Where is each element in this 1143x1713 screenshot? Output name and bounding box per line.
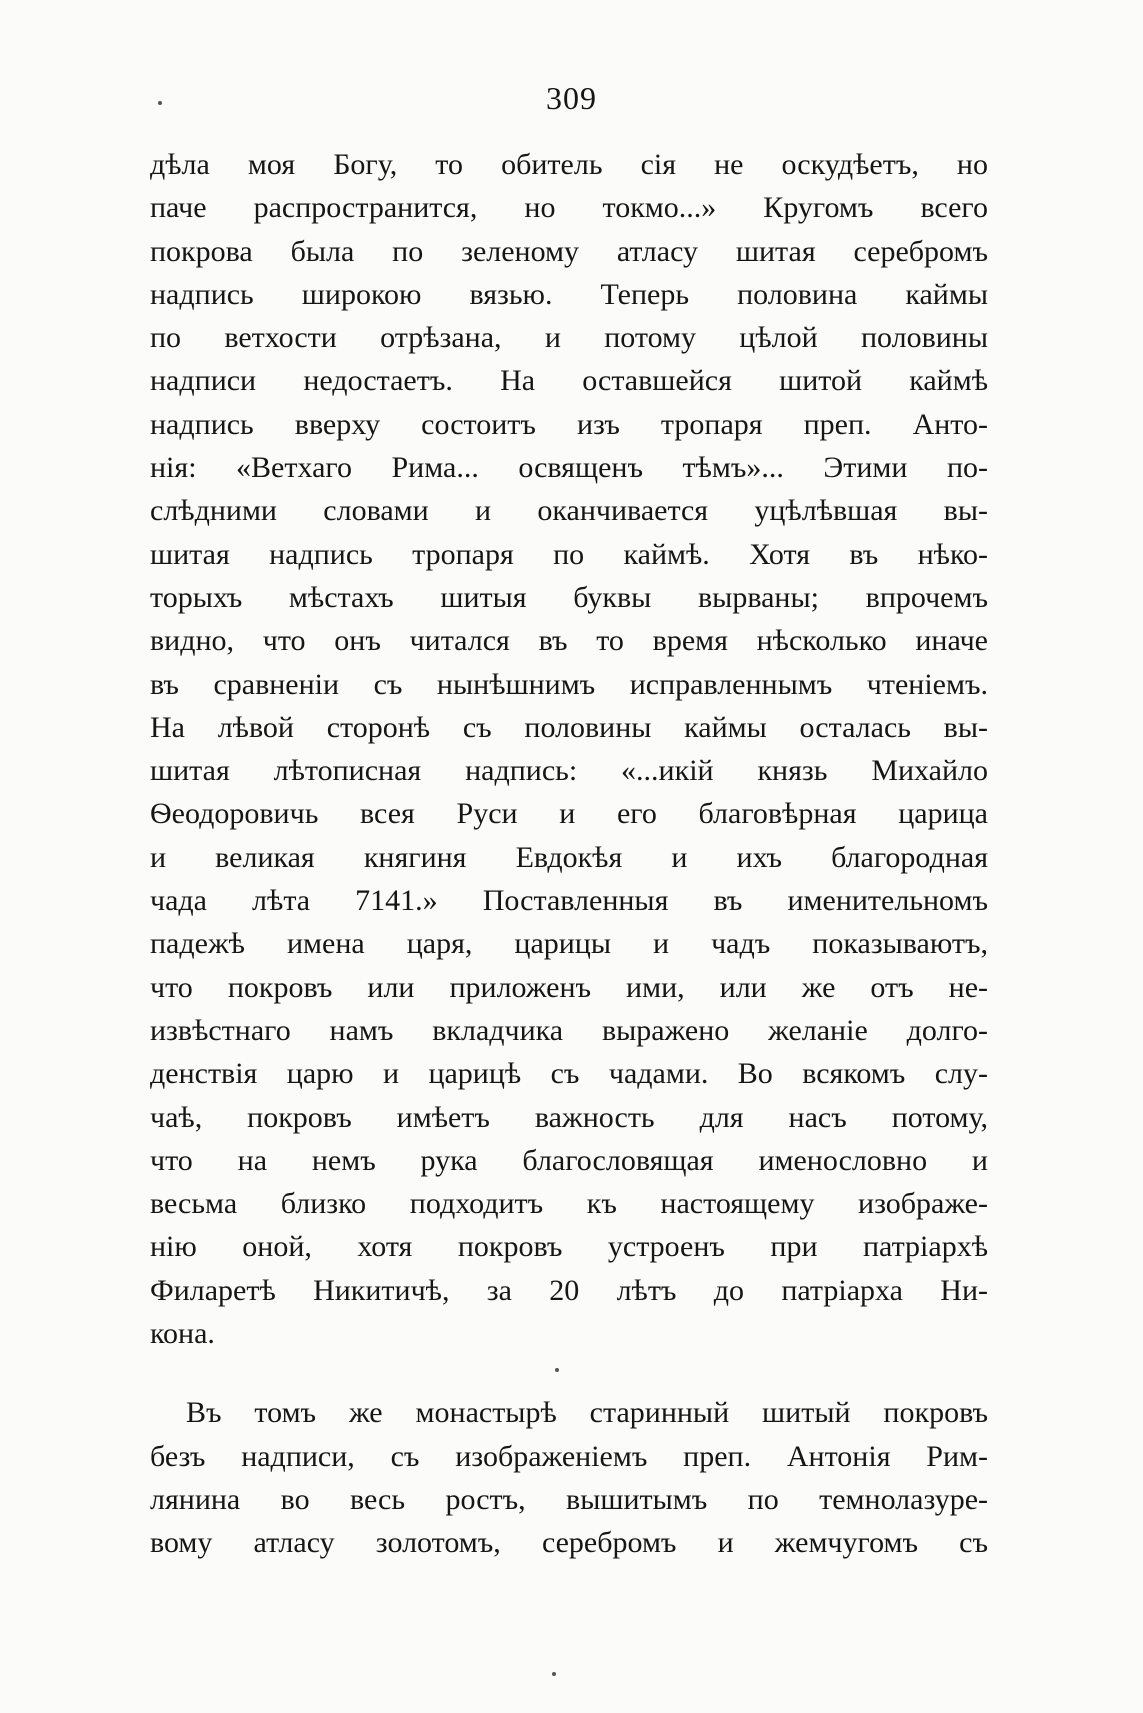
text-line: и великая княгиня Евдокѣя и ихъ благородная — [150, 840, 988, 874]
text-line: безъ надписи, съ изображеніемъ преп. Антонія Рим- — [150, 1439, 988, 1473]
text-line: шитая лѣтописная надпись: «...икій князь Михайло — [150, 754, 988, 788]
text-line: Филаретѣ Никитичѣ, за 20 лѣтъ до патріарха Ни- — [150, 1273, 988, 1307]
text-line: надпись вверху состоитъ изъ тропаря преп. Анто- — [150, 407, 988, 441]
paragraph-gap — [150, 1355, 988, 1391]
text-line: чада лѣта 7141.» Поставленныя въ именительномъ — [150, 884, 988, 918]
text-line: нію оной, хотя покровъ устроенъ при патріархѣ — [150, 1230, 988, 1264]
text-line: весьма близко подходитъ къ настоящему изображе- — [150, 1187, 988, 1221]
speck-mark — [158, 101, 162, 105]
text-line: На лѣвой сторонѣ съ половины каймы осталась вы- — [150, 710, 988, 744]
text-line: покрова была по зеленому атласу шитая серебромъ — [150, 234, 988, 268]
text-line: кона. — [150, 1317, 215, 1351]
text-line: Въ томъ же монастырѣ старинный шитый покровъ — [186, 1396, 988, 1430]
text-line: что на немъ рука благословящая именословно и — [150, 1143, 988, 1177]
text-line: паче распространится, но токмо...» Кругомъ всего — [150, 191, 988, 225]
text-line: нія: «Ветхаго Рима... освященъ тѣмъ»... Этими по- — [150, 451, 988, 485]
text-line: дѣла моя Богу, то обитель сія не оскудѣетъ, но — [150, 148, 988, 181]
text-line: вому атласу золотомъ, серебромъ и жемчугомъ съ — [150, 1526, 988, 1560]
text-line: извѣстнаго намъ вкладчика выражено желаніе долго- — [150, 1013, 988, 1047]
speck-mark — [555, 1368, 559, 1372]
text-line: чаѣ, покровъ имѣетъ важность для насъ потому, — [150, 1100, 988, 1134]
text-line: что покровъ или приложенъ ими, или же отъ не- — [150, 970, 988, 1004]
text-line: падежѣ имена царя, царицы и чадъ показываютъ, — [150, 927, 988, 961]
text-line: денствія царю и царицѣ съ чадами. Во всякомъ слу- — [150, 1057, 988, 1091]
text-line: лянина во весь ростъ, вышитымъ по темнолазуре- — [150, 1482, 988, 1516]
speck-mark — [552, 1672, 556, 1676]
paragraph-2 — [150, 1391, 988, 1564]
text-line: видно, что онъ читался въ то время нѣсколько иначе — [150, 624, 988, 658]
text-line: въ сравненіи съ нынѣшнимъ исправленнымъ чтеніемъ. — [150, 667, 988, 701]
page-text — [150, 143, 988, 1565]
text-line: по ветхости отрѣзана, и потому цѣлой половины — [150, 321, 988, 355]
text-line: шитая надпись тропаря по каймѣ. Хотя въ нѣко- — [150, 537, 988, 571]
text-line: слѣдними словами и оканчивается уцѣлѣвшая вы- — [150, 494, 988, 528]
text-line: Ѳеодоровичь всея Руси и его благовѣрная царица — [150, 797, 988, 831]
text-line: надпись широкою вязью. Теперь половина каймы — [150, 277, 988, 311]
paragraph-1 — [150, 143, 988, 1355]
text-line: надписи недостаетъ. На оставшейся шитой каймѣ — [150, 364, 988, 398]
text-line: торыхъ мѣстахъ шитыя буквы вырваны; впрочемъ — [150, 580, 988, 614]
page-number: 309 — [546, 80, 597, 116]
